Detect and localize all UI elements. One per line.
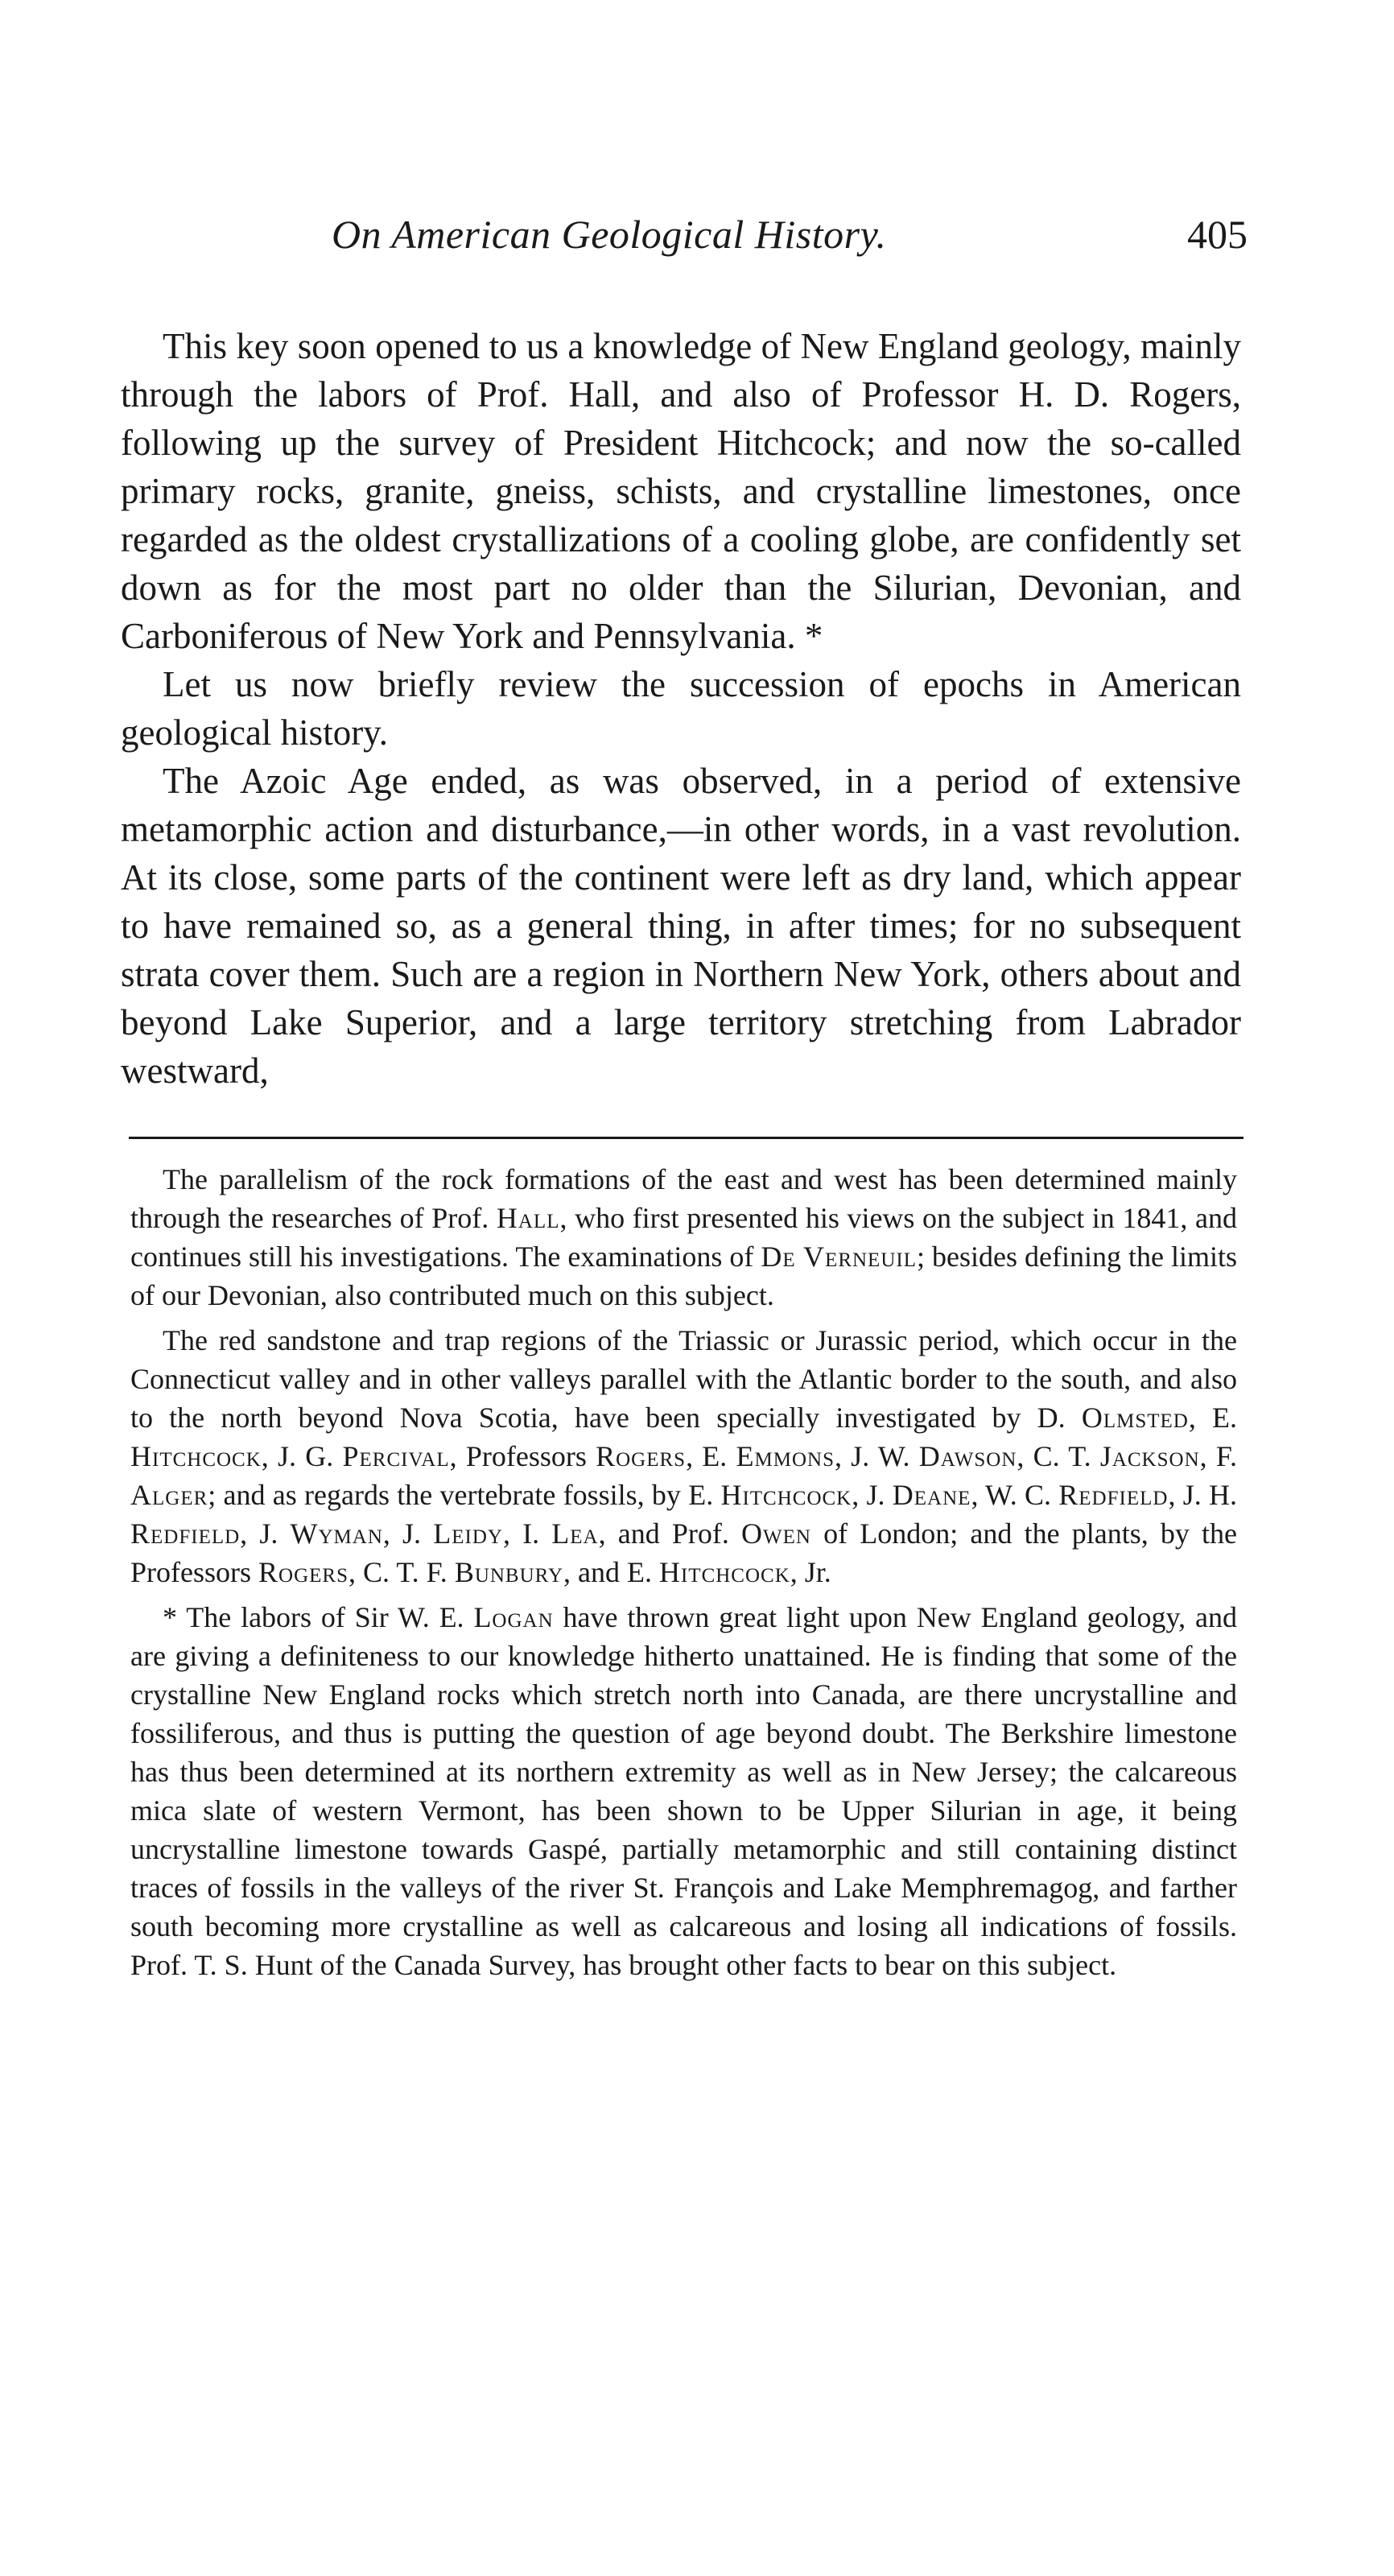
author-name: Deane xyxy=(892,1479,971,1511)
author-name: Hitchcock xyxy=(130,1440,262,1472)
author-name: Lea xyxy=(551,1517,599,1550)
author-name: Wyman xyxy=(290,1517,383,1550)
paragraph: The Azoic Age ended, as was observed, in a period of extensive metamorphic action and disturbance,—in other words, in a vast revolution. At its close, some parts of the continent were left as dry land, which appear to have remained so, as a general thing, in after times; for no subsequent strata cover them. Such are a region in Northern New York, others about and beyond Lake Superior, and a large territory stretching from Labrador westward, xyxy=(121,761,1241,1091)
author-name: Hitchcock xyxy=(658,1556,790,1588)
paragraph: Let us now briefly review the succession of epochs in American geological history. xyxy=(121,664,1241,753)
paragraph: This key soon opened to us a knowledge of New England geology, mainly through the labors of Prof. Hall, and also of Professor H. D. Rogers, following up the survey of President Hitchcock; and now the so-called primary rocks, granite, gneiss, schists, and crystalline limestones, once regarded as the oldest crystallizations of a cooling globe, are confidently set down as for the most part no older than the Silurian, Devonian, and Carboniferous of New York and Pennsylvania. * xyxy=(121,326,1241,656)
author-name: Redfield xyxy=(1058,1479,1169,1511)
page-number: 405 xyxy=(1187,212,1248,257)
author-name: Jackson xyxy=(1099,1440,1200,1472)
running-head xyxy=(121,211,1248,275)
author-name: Rogers xyxy=(596,1440,687,1472)
author-name: Percival xyxy=(342,1440,450,1472)
running-title: On American Geological History. xyxy=(332,212,887,257)
footnote-parallelism: The parallelism of the rock formations of the east and west has been determined mainly through the researches of Prof. Hall, who first presented his views on the subject in 1841, and continues still his investigations. The examinations of De Verneuil; besides defining the limits of our Devonian, also contributed much on this subject. xyxy=(130,1163,1238,1311)
footnotes xyxy=(130,1160,1237,1984)
author-name: Rogers xyxy=(258,1556,348,1588)
author-name: Hitchcock xyxy=(720,1479,852,1511)
author-name: De Verneuil xyxy=(761,1241,917,1273)
footnote-logan: * The labors of Sir W. E. Logan have thrown great light upon New England geology, and are giving a definiteness to our knowledge hitherto unattained. He is finding that some of the crystalline New England rocks which stretch north into Canada, are there uncrystalline and fossiliferous, and thus is putting the question of age beyond doubt. The Berkshire limestone has thus been determined at its northern extremity as well as in New Jersey; the calcareous mica slate of western Vermont, has been shown to be Upper Silurian in age, it being uncrystalline limestone towards Gaspé, partially metamorphic and still containing distinct traces of fossils in the valleys of the river St. François and Lake Memphremagog, and farther south becoming more crystalline as well as calcareous and losing all indications of fossils. Prof. T. S. Hunt of the Canada Survey, has brought other facts to bear on this subject. xyxy=(130,1601,1237,1981)
author-name: Leidy xyxy=(433,1517,503,1550)
author-name: Owen xyxy=(741,1517,811,1550)
author-name: Hall xyxy=(496,1202,560,1234)
author-name: Logan xyxy=(473,1601,554,1633)
main-text xyxy=(121,322,1241,1095)
author-name: Alger xyxy=(130,1479,208,1511)
author-name: Emmons xyxy=(736,1440,835,1472)
author-name: Dawson xyxy=(918,1440,1017,1472)
author-name: Redfield xyxy=(130,1517,241,1550)
footnote-red-sandstone: The red sandstone and trap regions of the Triassic or Jurassic period, which occur in the Connecticut valley and in other valleys parallel with the Atlantic border to the south, and also to the north beyond Nova Scotia, have been specially investigated by D. Olmsted, E. Hitchcock, J. G. Percival, Professors Rogers, E. Emmons, J. W. Dawson, C. T. Jackson, F. Alger; and as regards the vertebrate fossils, by E. Hitchcock, J. Deane, W. C. Redfield, J. H. Redfield, J. Wyman, J. Leidy, I. Lea, and Prof. Owen of London; and the plants, by the Professors Rogers, C. T. F. Bunbury, and E. Hitchcock, Jr. xyxy=(130,1324,1238,1588)
author-name: Olmsted xyxy=(1081,1402,1189,1434)
book-page xyxy=(121,211,1248,1991)
footnote-divider xyxy=(129,1137,1243,1139)
author-name: Bunbury xyxy=(454,1556,564,1588)
